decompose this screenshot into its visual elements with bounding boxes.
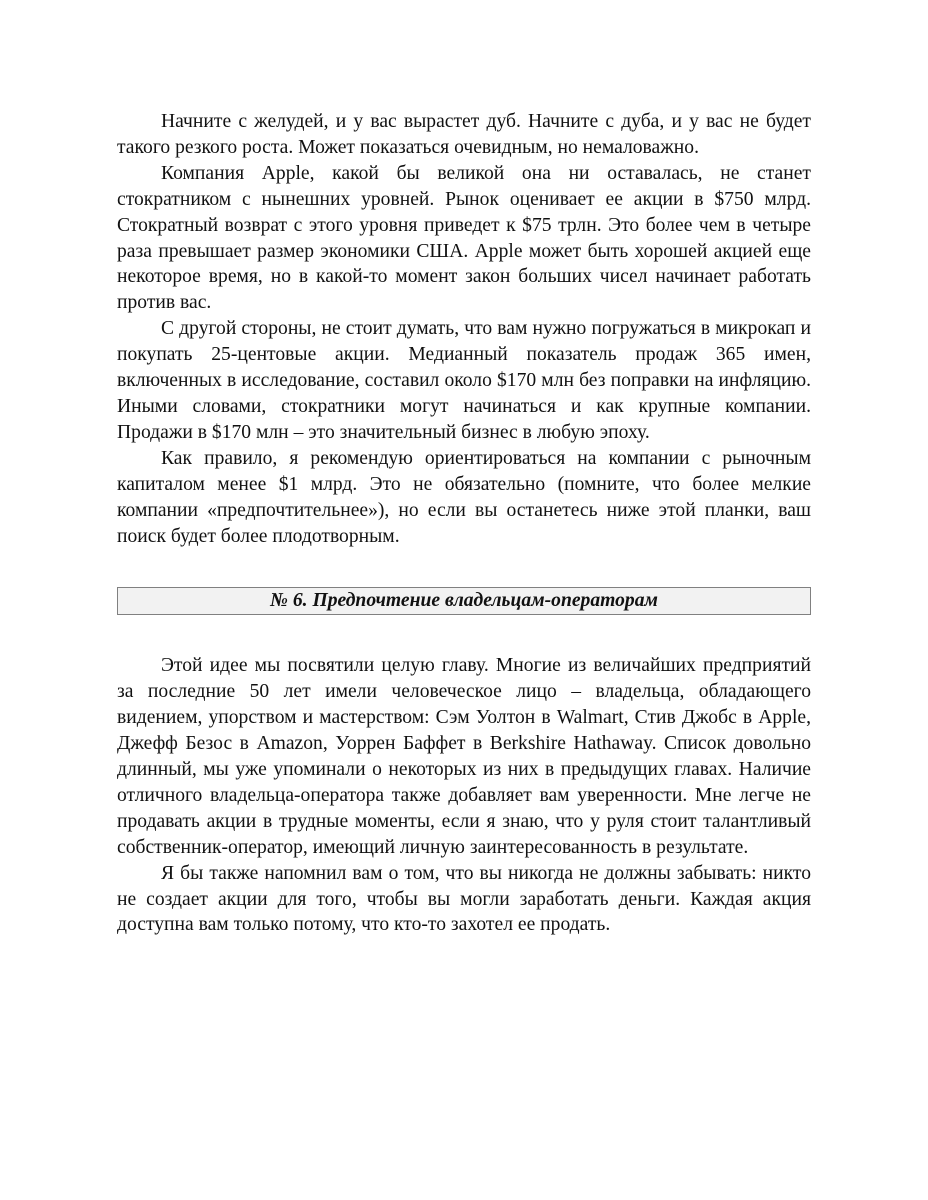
document-page (117, 109, 811, 938)
paragraph: Я бы также напомнил вам о том, что вы никогда не должны забывать: никто не создает акции для того, чтобы вы могли заработать деньги. Каждая акция доступна вам только потому, что кто-то захотел ее продать. (117, 862, 811, 936)
paragraph: Компания Apple, какой бы великой она ни оставалась, не станет стократником с нынешних уровней. Рынок оценивает ее акции в $750 млрд. Стократный возврат с этого уровня приведет к $75 трлн. Это более чем в четыре раза превышает размер экономики США. Apple может быть хорошей акцией еще некоторое время, но в какой-то момент закон больших чисел начинает работать против вас. (117, 162, 811, 314)
section-heading-box (117, 587, 811, 615)
paragraph: Этой идее мы посвятили целую главу. Многие из величайших предприятий за последние 50 лет имели человеческое лицо – владельца, обладающего видением, упорством и мастерством: Сэм Уолтон в Walmart, Стив Джобс в Apple, Джефф Безос в Amazon, Уоррен Баффет в Berkshire Hathaway. Список довольно длинный, мы уже упоминали о некоторых из них в предыдущих главах. Наличие отличного владельца-оператора также добавляет вам уверенности. Мне легче не продавать акции в трудные моменты, если я знаю, что у руля стоит талантливый собственник-оператор, имеющий личную заинтересованность в результате. (117, 655, 811, 858)
paragraph: Начните с желудей, и у вас вырастет дуб. Начните с дуба, и у вас не будет такого резкого роста. Может показаться очевидным, но немаловажно. (117, 111, 811, 158)
paragraph: Как правило, я рекомендую ориентироваться на компании с рыночным капиталом менее $1 млрд. Это не обязательно (помните, что более мелкие компании «предпочтительнее»), но если вы останетесь ниже этой планки, ваш поиск будет более плодотворным. (117, 447, 811, 547)
paragraph: С другой стороны, не стоит думать, что вам нужно погружаться в микрокап и покупать 25-центовые акции. Медианный показатель продаж 365 имен, включенных в исследование, составил около $170 млн без поправки на инфляцию. Иными словами, стократники могут начинаться и как крупные компании. Продажи в $170 млн – это значительный бизнес в любую эпоху. (117, 318, 811, 443)
section-heading: № 6. Предпочтение владельцам-операторам (270, 590, 658, 612)
